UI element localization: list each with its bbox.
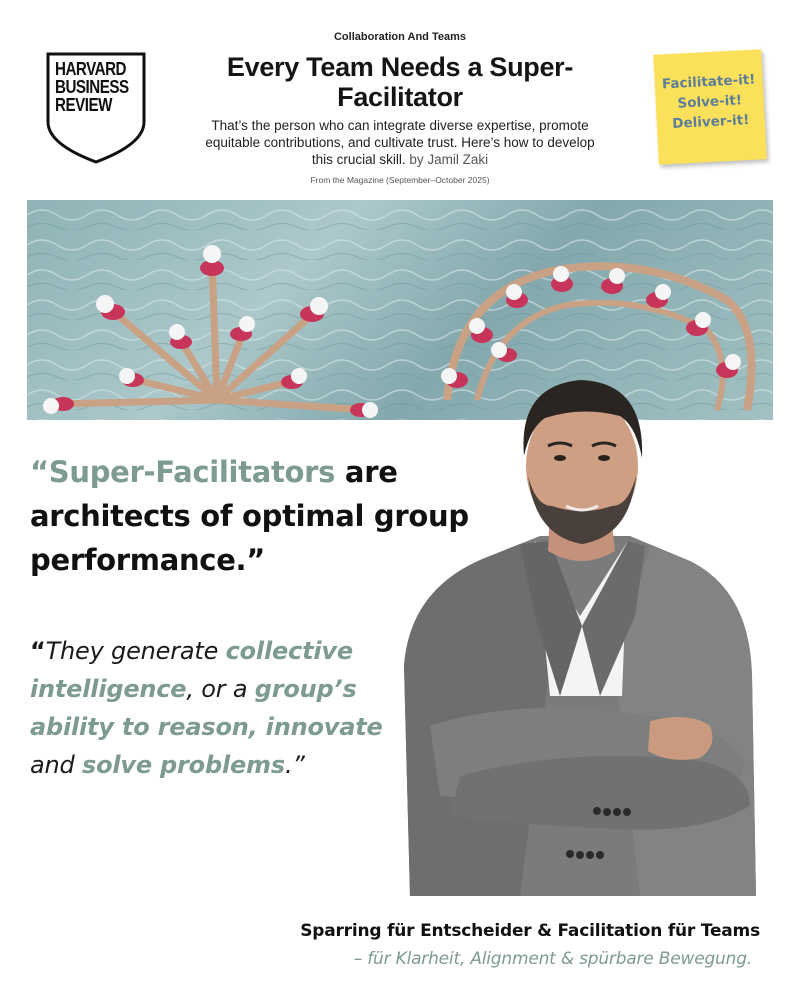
quote-part: .” xyxy=(284,751,305,779)
sticky-line: Deliver-it! xyxy=(671,111,750,132)
logo-line: HARVARD xyxy=(55,58,127,79)
article-category: Collaboration And Teams xyxy=(333,31,466,43)
article-headline: Every Team Needs a Super-Facilitator xyxy=(226,52,574,112)
footer-subline: – für Klarheit, Alignment & spürbare Bewegung. xyxy=(353,949,752,969)
footer-tagline: Sparring für Entscheider & Facilitation für Teams xyxy=(300,921,760,941)
quote-accent: collective intelligence xyxy=(30,637,353,703)
main-quote-accent: “Super-Facilitators xyxy=(30,455,336,489)
byline: by Jamil Zaki xyxy=(409,152,489,167)
dek-text: That’s the person who can integrate diverse expertise, promote equitable contributions, and cultivate trust. Here’s how to develop this crucial skill. xyxy=(205,118,595,167)
sticky-line: Facilitate-it! xyxy=(661,71,756,93)
quote-part: , or a xyxy=(186,675,255,703)
quote-open-mark: “ xyxy=(30,637,46,665)
hbr-logo xyxy=(46,52,146,164)
sticky-line: Solve-it! xyxy=(677,92,743,112)
sticky-note xyxy=(653,49,767,165)
quote-accent: group’s ability to reason, innovate xyxy=(30,675,383,741)
main-quote-rest: are architects of optimal group performance.” xyxy=(30,455,469,577)
logo-line: REVIEW xyxy=(55,94,112,115)
quote-part: and xyxy=(30,751,82,779)
logo-line: BUSINESS xyxy=(55,76,129,97)
portrait-photo xyxy=(400,366,760,896)
article-dek xyxy=(205,117,595,168)
quote-accent: solve problems xyxy=(81,751,285,779)
article-source: From the Magazine (September–October 2025) xyxy=(310,175,490,185)
secondary-quote xyxy=(30,632,410,784)
logo-wordmark xyxy=(55,58,129,115)
quote-part: They generate xyxy=(45,637,226,665)
person-illustration xyxy=(400,366,760,896)
